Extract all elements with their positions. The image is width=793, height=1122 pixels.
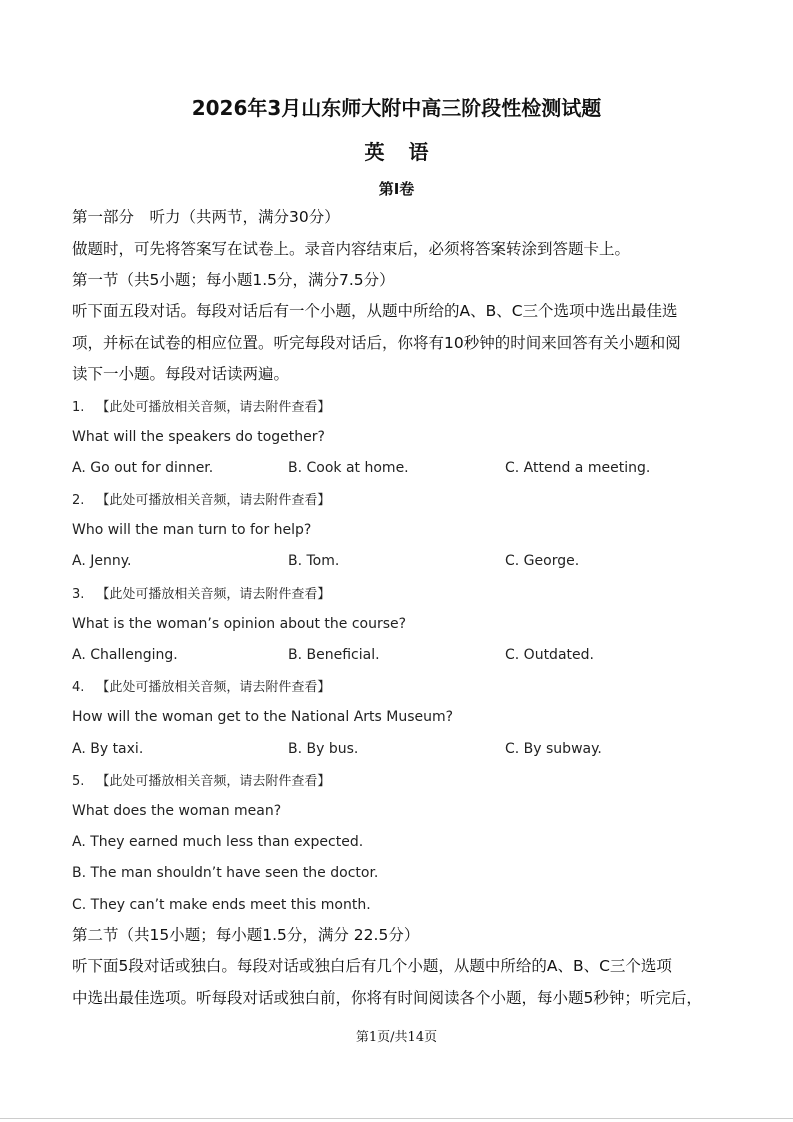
section2-instruction-line2: 中选出最佳选项。听每段对话或独白前，你将有时间阅读各个小题，每小题5秒钟；听完后，	[72, 989, 702, 1007]
option-b: B. The man shouldn’t have seen the doctor.	[72, 865, 379, 881]
option-c: C. They can’t make ends meet this month.	[72, 897, 371, 913]
part1-instruction: 做题时，可先将答案写在试卷上。录音内容结束后，必须将答案转涂到答题卡上。	[72, 240, 631, 258]
section2-instruction-line1: 听下面5段对话或独白。每段对话或独白后有几个小题，从题中所给的A、B、C三个选项	[72, 957, 672, 975]
option-b: B. By bus.	[288, 741, 359, 757]
audio-note-text: 【此处可播放相关音频，请去附件查看】	[96, 680, 331, 695]
audio-note-text: 【此处可播放相关音频，请去附件查看】	[96, 400, 331, 415]
question-number: 2.	[72, 493, 85, 508]
question-text: What is the woman’s opinion about the course?	[72, 616, 407, 632]
option-a: A. Challenging.	[72, 647, 178, 663]
question-text: Who will the man turn to for help?	[72, 522, 312, 538]
section1-heading: 第一节（共5小题；每小题1.5分，满分7.5分）	[72, 271, 395, 289]
option-c: C. George.	[505, 553, 580, 569]
option-a: A. By taxi.	[72, 741, 144, 757]
section1-instruction-line3: 读下一小题。每段对话读两遍。	[72, 365, 290, 383]
audio-note-4[interactable]	[72, 676, 330, 695]
page-title: 2026年3月山东师大附中高三阶段性检测试题	[191, 96, 602, 120]
audio-note-2[interactable]	[72, 489, 330, 508]
option-b: B. Beneficial.	[288, 647, 380, 663]
option-c: C. Outdated.	[505, 647, 594, 663]
option-c: C. By subway.	[505, 741, 602, 757]
option-a: A. Jenny.	[72, 553, 132, 569]
section1-instruction-line2: 项，并标在试卷的相应位置。听完每段对话后，你将有10秒钟的时间来回答有关小题和阅	[72, 334, 681, 352]
question-text: How will the woman get to the National Arts Museum?	[72, 709, 454, 725]
section2-heading: 第二节（共15小题；每小题1.5分，满分 22.5分）	[72, 926, 420, 944]
option-a: A. They earned much less than expected.	[72, 834, 364, 850]
question-number: 3.	[72, 587, 85, 602]
page-footer: 第1页/共14页	[355, 1030, 438, 1045]
volume-label: 第I卷	[378, 180, 415, 198]
question-number: 1.	[72, 400, 85, 415]
question-number: 5.	[72, 774, 85, 789]
option-c: C. Attend a meeting.	[505, 460, 651, 476]
audio-note-text: 【此处可播放相关音频，请去附件查看】	[96, 774, 331, 789]
question-text: What will the speakers do together?	[72, 429, 325, 445]
question-text: What does the woman mean?	[72, 803, 282, 819]
audio-note-1[interactable]	[72, 396, 330, 415]
audio-note-text: 【此处可播放相关音频，请去附件查看】	[96, 493, 331, 508]
option-b: B. Cook at home.	[288, 460, 409, 476]
section1-instruction-line1: 听下面五段对话。每段对话后有一个小题，从题中所给的A、B、C三个选项中选出最佳选	[72, 302, 678, 320]
option-b: B. Tom.	[288, 553, 340, 569]
audio-note-5[interactable]	[72, 770, 330, 789]
option-a: A. Go out for dinner.	[72, 460, 214, 476]
audio-note-3[interactable]	[72, 583, 330, 602]
part1-heading: 第一部分 听力（共两节，满分30分）	[72, 208, 340, 226]
question-number: 4.	[72, 680, 85, 695]
audio-note-text: 【此处可播放相关音频，请去附件查看】	[96, 587, 331, 602]
bottom-divider	[0, 1118, 793, 1119]
subject-title: 英语	[364, 140, 453, 164]
